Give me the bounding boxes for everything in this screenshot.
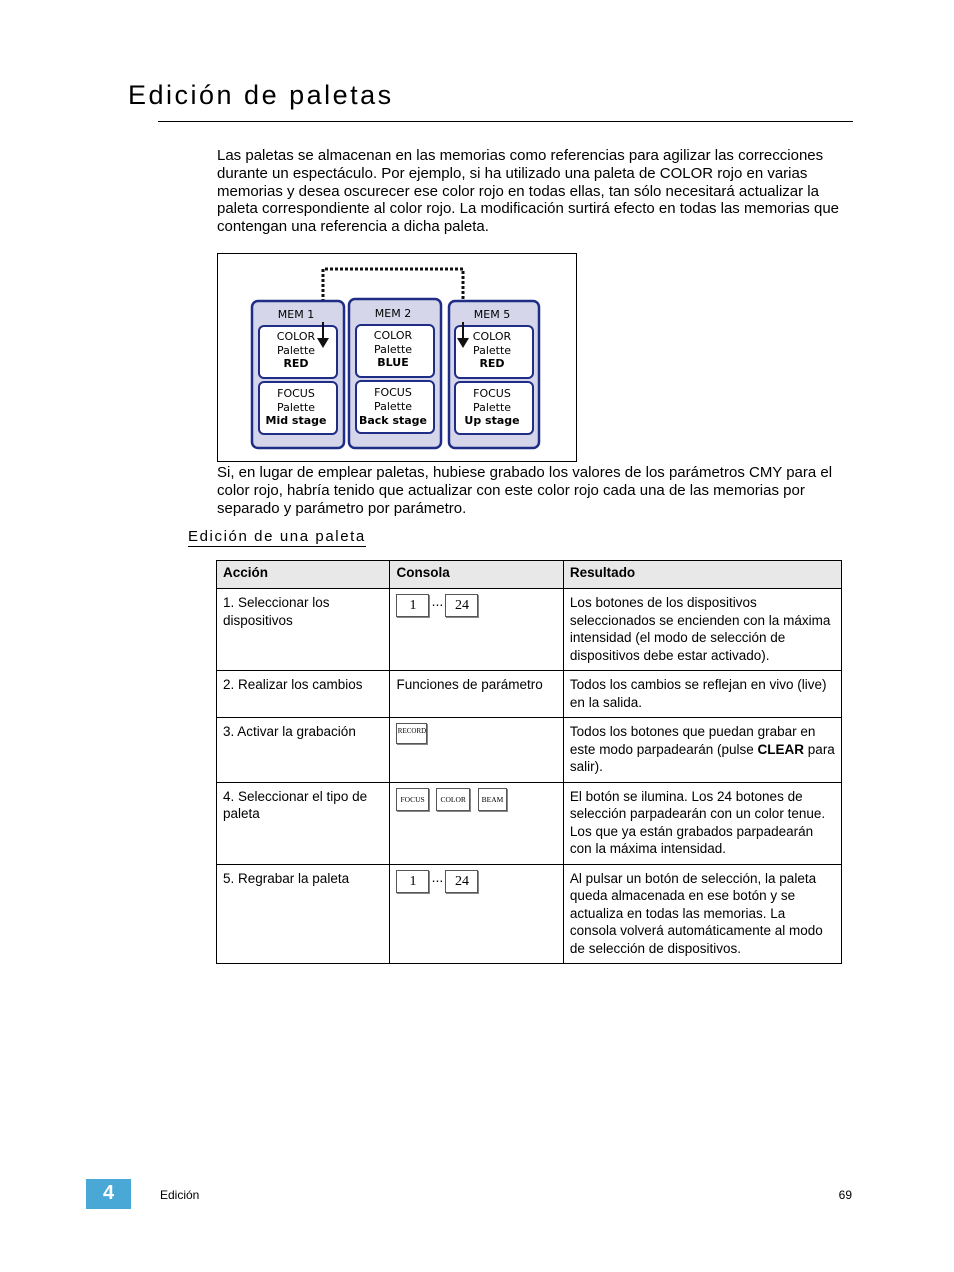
result-cell: El botón se ilumina. Los 24 botones de selección parpadearán con un color tenue. Los que ya están grabados parpadearán con la máxima intensidad. (563, 782, 841, 864)
intro-paragraph: Las paletas se almacenan en las memorias como referencias para agilizar las correcciones durante un espectáculo. Por ejemplo, si ha utilizado una paleta de COLOR rojo en varias memorias y desea oscurecer ese color rojo en todas ellas, tan sólo necesitará actualizar la paleta correspondiente al color rojo. La modificación surtirá efecto en todas las memorias que contengan una referencia a dicha paleta. (217, 147, 840, 236)
range-dots: ... (431, 593, 444, 609)
palette-value: RED (479, 357, 505, 370)
focus-key: FOCUS (396, 788, 428, 811)
key-1: 1 (396, 870, 429, 893)
palette-word: Palette (472, 344, 512, 357)
table-header-row (217, 561, 842, 589)
col-header-resultado: Resultado (563, 561, 841, 589)
result-cell: Todos los cambios se reflejan en vivo (live) en la salida. (563, 671, 841, 718)
palette-memory-figure (217, 253, 577, 462)
memory-card-mem2 (349, 299, 441, 448)
console-cell (390, 718, 563, 783)
table-row (217, 589, 842, 671)
console-cell (390, 782, 563, 864)
range-dots: ... (431, 868, 444, 885)
palette-type: COLOR (472, 330, 512, 343)
palette-type: FOCUS (277, 387, 315, 400)
palette-value: Up stage (464, 414, 520, 427)
console-cell (390, 864, 563, 964)
title-rule (158, 121, 853, 122)
action-cell: 3. Activar la grabación (217, 718, 390, 783)
table-row (217, 864, 842, 964)
action-cell: 4. Seleccionar el tipo de paleta (217, 782, 390, 864)
mem-name: MEM 5 (473, 308, 511, 321)
section-subheading: Edición de una paleta (188, 528, 366, 545)
palette-word: Palette (276, 344, 316, 357)
key-24: 24 (445, 594, 478, 617)
palette-value: Back stage (358, 414, 428, 427)
mem-name: MEM 1 (277, 308, 315, 321)
action-cell: 5. Regrabar la paleta (217, 864, 390, 964)
result-text: Todos los botones que puedan grabar en este modo parpadearán (pulse (569, 724, 816, 757)
result-cell: Al pulsar un botón de selección, la paleta queda almacenada en ese botón y se actualiza en todas las memorias. La consola volverá automáticamente al modo de selección de dispositivos. (563, 864, 841, 964)
console-cell: Funciones de parámetro (390, 671, 563, 718)
chapter-badge: 4 (86, 1179, 131, 1209)
beam-key: BEAM (478, 788, 508, 811)
action-cell: 2. Realizar los cambios (217, 671, 390, 718)
result-text: para salir). (569, 741, 835, 774)
palette-value: Mid stage (265, 414, 327, 427)
palette-type: FOCUS (473, 387, 511, 400)
result-cell: Los botones de los dispositivos seleccionados se encienden con la máxima intensidad (el modo de selección de dispositivos debe estar activado). (563, 589, 841, 671)
action-cell: 1. Seleccionar los dispositivos (217, 589, 390, 671)
color-key: COLOR (436, 788, 469, 811)
palette-word: Palette (373, 343, 413, 356)
palette-value: RED (283, 357, 309, 370)
record-key: RECORD (396, 723, 427, 744)
table-row (217, 718, 842, 783)
cmy-paragraph: Si, en lugar de emplear paletas, hubiese grabado los valores de los parámetros CMY para el color rojo, habría tenido que actualizar con este color rojo cada una de las memorias por separado y parámetro por parámetro. (217, 464, 833, 517)
result-cell (563, 718, 841, 783)
page-title: Edición de paletas (128, 80, 394, 110)
mem-name: MEM 2 (374, 307, 412, 320)
memory-card-mem1 (252, 301, 344, 448)
palette-word: Palette (373, 400, 413, 413)
footer-section: Edición (160, 1188, 200, 1202)
palette-type: FOCUS (374, 386, 412, 399)
page-number: 69 (838, 1188, 852, 1202)
steps-table (216, 560, 842, 964)
palette-word: Palette (472, 401, 512, 414)
col-header-accion: Acción (217, 561, 390, 589)
key-24: 24 (445, 870, 478, 893)
palette-word: Palette (276, 401, 316, 414)
palette-type: COLOR (373, 329, 413, 342)
memory-diagram (218, 254, 576, 461)
table-row (217, 782, 842, 864)
palette-type: COLOR (276, 330, 316, 343)
table-row (217, 671, 842, 718)
col-header-consola: Consola (390, 561, 563, 589)
key-1: 1 (396, 594, 429, 617)
clear-key-label: CLEAR (757, 741, 805, 757)
palette-value: BLUE (377, 356, 409, 369)
console-cell (390, 589, 563, 671)
